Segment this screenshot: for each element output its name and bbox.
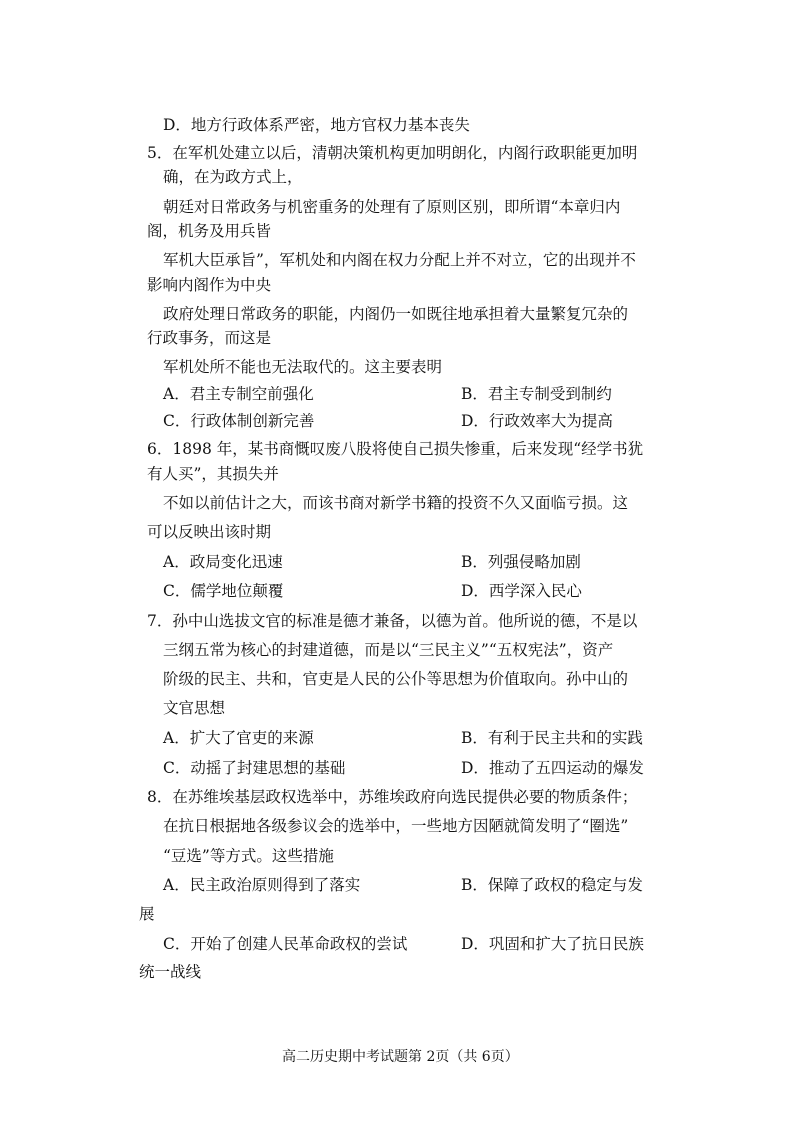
q8-stem-line-3: “豆选”等方式。这些措施 [163,847,334,865]
q8-option-b: B．保障了政权的稳定与发 [461,876,643,894]
q5-stem-line-8: 行政事务，而这是 [147,329,272,347]
q8-option-c: C．开始了创建人民革命政权的尝试 [163,935,408,953]
q7-stem-line-2: 三纲五常为核心的封建道德，而是以“三民主义”“五权宪法”，资产 [163,641,614,659]
q7-option-a: A．扩大了官吏的来源 [163,729,314,747]
q5-stem-line-4: 阁，机务及用兵皆 [147,222,272,240]
q7-stem-line-1: 7．孙中山选拔文官的标准是德才兼备，以德为首。他所说的德，不是以 [147,612,638,630]
q5-option-a: A．君主专制空前强化 [163,385,314,403]
q5-option-c: C．行政体制创新完善 [163,412,315,430]
q8-option-b-wrap: 展 [139,905,155,923]
page-footer: 高二历史期中考试题第 2页（共 6页） [282,1049,519,1065]
q6-option-b: B．列强侵略加剧 [461,553,581,571]
q5-stem-line-9: 军机处所不能也无法取代的。这主要表明 [163,358,443,376]
q6-stem-line-2: 有人买”，其损失并 [147,465,279,483]
q6-option-a: A．政局变化迅速 [163,553,283,571]
q5-option-d: D．行政效率大为提高 [461,412,613,430]
q5-stem-line-1: 5．在军机处建立以后，清朝决策机构更加明朗化，内阁行政职能更加明 [147,144,638,162]
q8-stem-line-1: 8．在苏维埃基层政权选举中，苏维埃政府向选民提供必要的物质条件； [147,788,638,806]
q7-option-c: C．动摇了封建思想的基础 [163,759,346,777]
q5-stem-line-3: 朝廷对日常政务与机密重务的处理有了原则区别，即所谓“本章归内 [163,198,621,216]
q7-stem-line-3: 阶级的民主、共和，官吏是人民的公仆等思想为价值取向。孙中山的 [163,670,629,688]
q6-stem-line-3: 不如以前估计之大，而该书商对新学书籍的投资不久又面临亏损。这 [163,494,629,512]
q6-option-d: D．西学深入民心 [461,582,582,600]
q6-option-c: C．儒学地位颠覆 [163,582,284,600]
q5-stem-line-6: 影响内阁作为中央 [147,276,272,294]
q8-option-a: A．民主政治原则得到了落实 [163,876,361,894]
q6-stem-line-1: 6．1898 年，某书商慨叹废八股将使自己损失惨重，后来发现“经学书犹 [147,440,644,458]
q6-stem-line-4: 可以反映出该时期 [147,523,272,541]
q5-option-b: B．君主专制受到制约 [461,385,612,403]
q5-stem-line-7: 政府处理日常政务的职能，内阁仍一如既往地承担着大量繁复冗杂的 [163,305,629,323]
q7-stem-line-4: 文官思想 [163,699,226,717]
q5-stem-line-5: 军机大臣承旨”，军机处和内阁在权力分配上并不对立，它的出现并不 [163,251,636,269]
q8-stem-line-2: 在抗日根据地各级参议会的选举中，一些地方因陋就简发明了“圈选” [163,817,629,835]
q4-option-d: D．地方行政体系严密，地方官权力基本丧失 [163,116,470,134]
q7-option-d: D．推动了五四运动的爆发 [461,759,644,777]
q5-stem-line-2: 确，在为政方式上， [163,168,303,186]
q7-option-b: B．有利于民主共和的实践 [461,729,643,747]
q8-option-d-wrap: 统一战线 [139,963,202,981]
q8-option-d: D．巩固和扩大了抗日民族 [461,935,644,953]
